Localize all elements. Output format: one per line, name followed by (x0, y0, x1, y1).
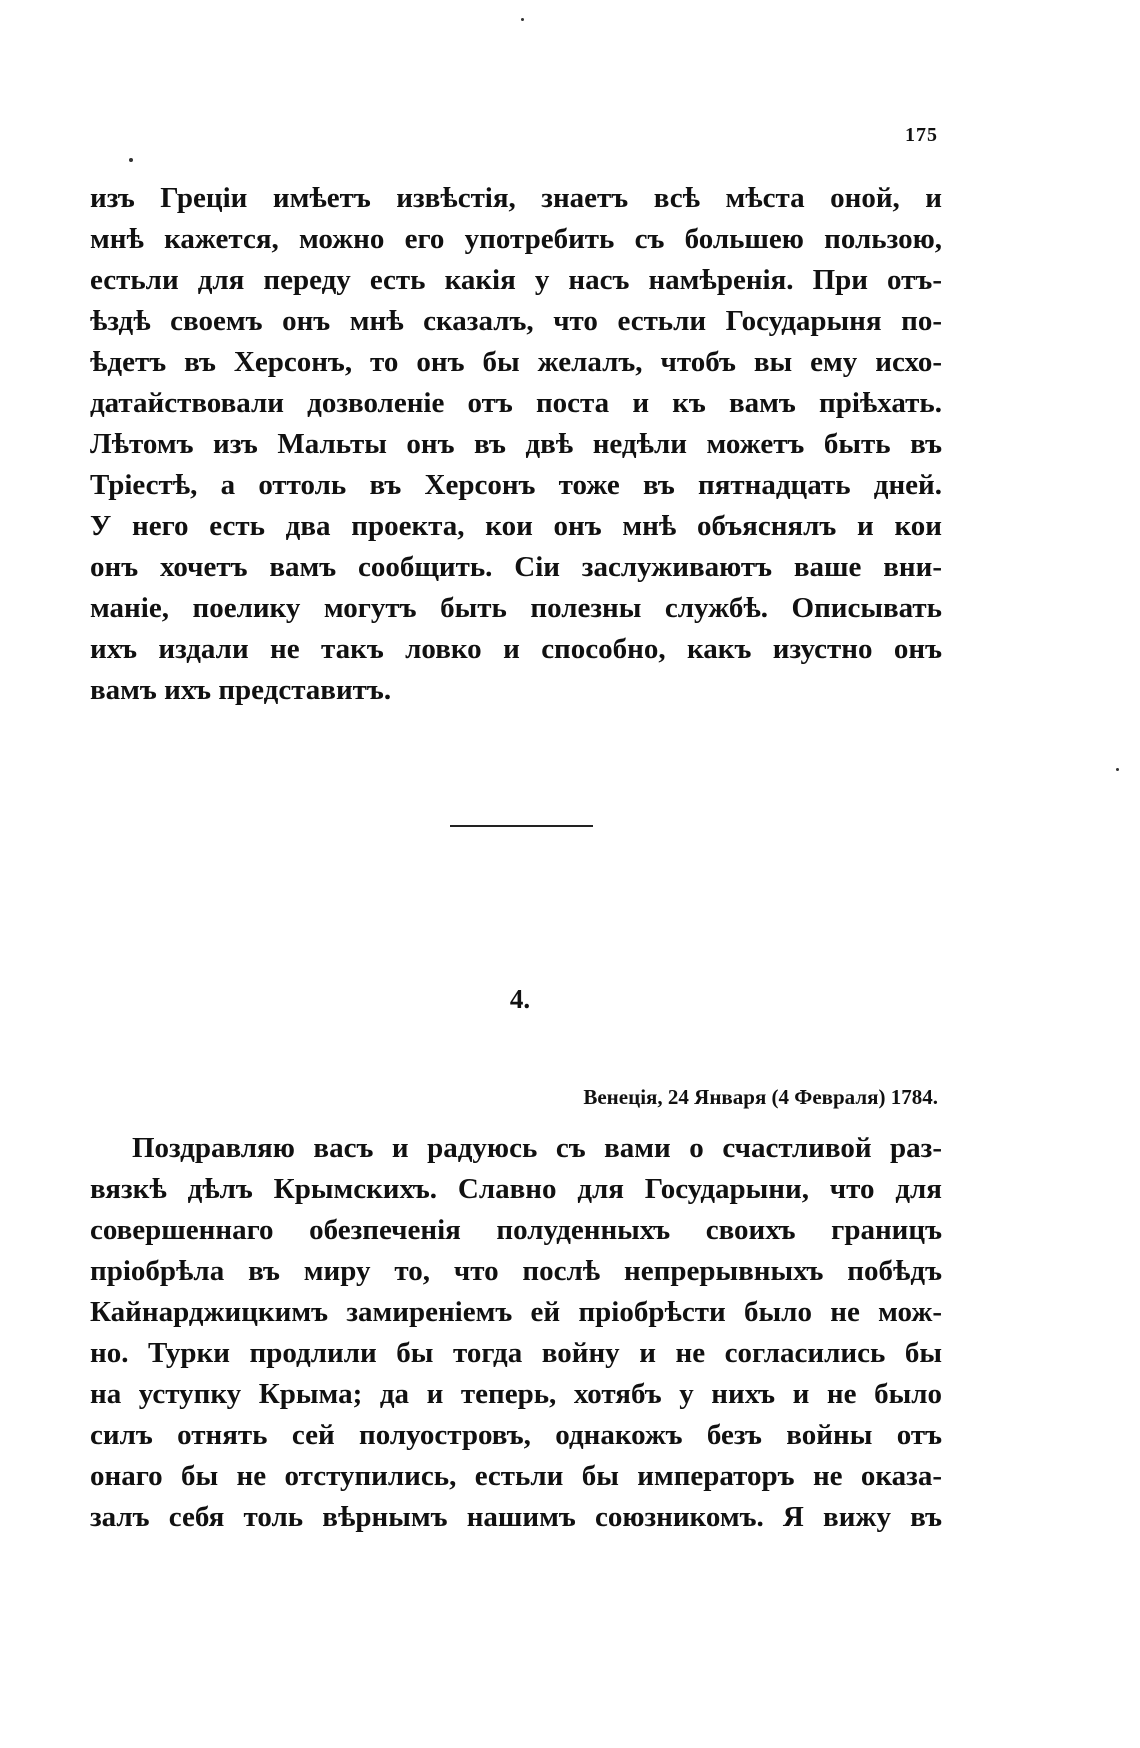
text-line: совершеннаго обезпеченія полуденныхъ своихъ границъ (90, 1214, 942, 1246)
text-line: залъ себя толь вѣрнымъ нашимъ союзникомъ. Я вижу въ (90, 1501, 942, 1533)
text-line: но. Турки продлили бы тогда войну и не согласились бы (90, 1337, 942, 1369)
text-line: ѣздѣ своемъ онъ мнѣ сказалъ, что естьли Государыня по- (90, 305, 942, 337)
text-line: онъ хочетъ вамъ сообщить. Сіи заслуживаютъ ваше вни- (90, 551, 942, 583)
text-line: силъ отнять сей полуостровъ, однакожъ безъ войны отъ (90, 1419, 942, 1451)
print-speck (521, 18, 524, 21)
text-line: онаго бы не отступились, естьли бы императоръ не оказа- (90, 1460, 942, 1492)
text-line: Тріестѣ, а оттоль въ Херсонъ тоже въ пятнадцать дней. (90, 469, 942, 501)
letter-number: 4. (509, 984, 531, 1014)
print-speck (1116, 768, 1119, 771)
text-line: изъ Греціи имѣетъ извѣстія, знаетъ всѣ мѣста оной, и (90, 182, 942, 214)
text-line: У него есть два проекта, кои онъ мнѣ объяснялъ и кои (90, 510, 942, 542)
text-line: ихъ издали не такъ ловко и способно, какъ изустно онъ (90, 633, 942, 665)
text-line: мнѣ кажется, можно его употребить съ большею пользою, (90, 223, 942, 255)
paragraph-continuation (90, 178, 942, 711)
text-line: датайствовали дозволеніе отъ поста и къ вамъ пріѣхать. (90, 387, 942, 419)
letter-body (90, 1128, 942, 1538)
text-line: Поздравляю васъ и радуюсь съ вами о счастливой раз- (132, 1132, 942, 1164)
text-line: на уступку Крыма; да и теперь, хотябъ у нихъ и не было (90, 1378, 942, 1410)
text-line: Кайнарджицкимъ замиреніемъ ей пріобрѣсти было не мож- (90, 1296, 942, 1328)
print-speck (129, 158, 133, 162)
text-line: маніе, поелику могутъ быть полезны службѣ. Описывать (90, 592, 942, 624)
text-line: вязкѣ дѣлъ Крымскихъ. Славно для Государыни, что для (90, 1173, 942, 1205)
text-line: Лѣтомъ изъ Мальты онъ въ двѣ недѣли можетъ быть въ (90, 428, 942, 460)
page-number: 175 (905, 124, 938, 146)
text-line: ѣдетъ въ Херсонъ, то онъ бы желалъ, чтобъ вы ему исхо- (90, 346, 942, 378)
section-separator-rule (450, 825, 593, 827)
letter-dateline: Венеція, 24 Января (4 Февраля) 1784. (583, 1085, 938, 1109)
text-line: пріобрѣла въ миру то, что послѣ непрерывныхъ побѣдъ (90, 1255, 942, 1287)
text-line: естьли для переду есть какія у насъ намѣренія. При отъ- (90, 264, 942, 296)
text-line: вамъ ихъ представитъ. (90, 674, 392, 706)
